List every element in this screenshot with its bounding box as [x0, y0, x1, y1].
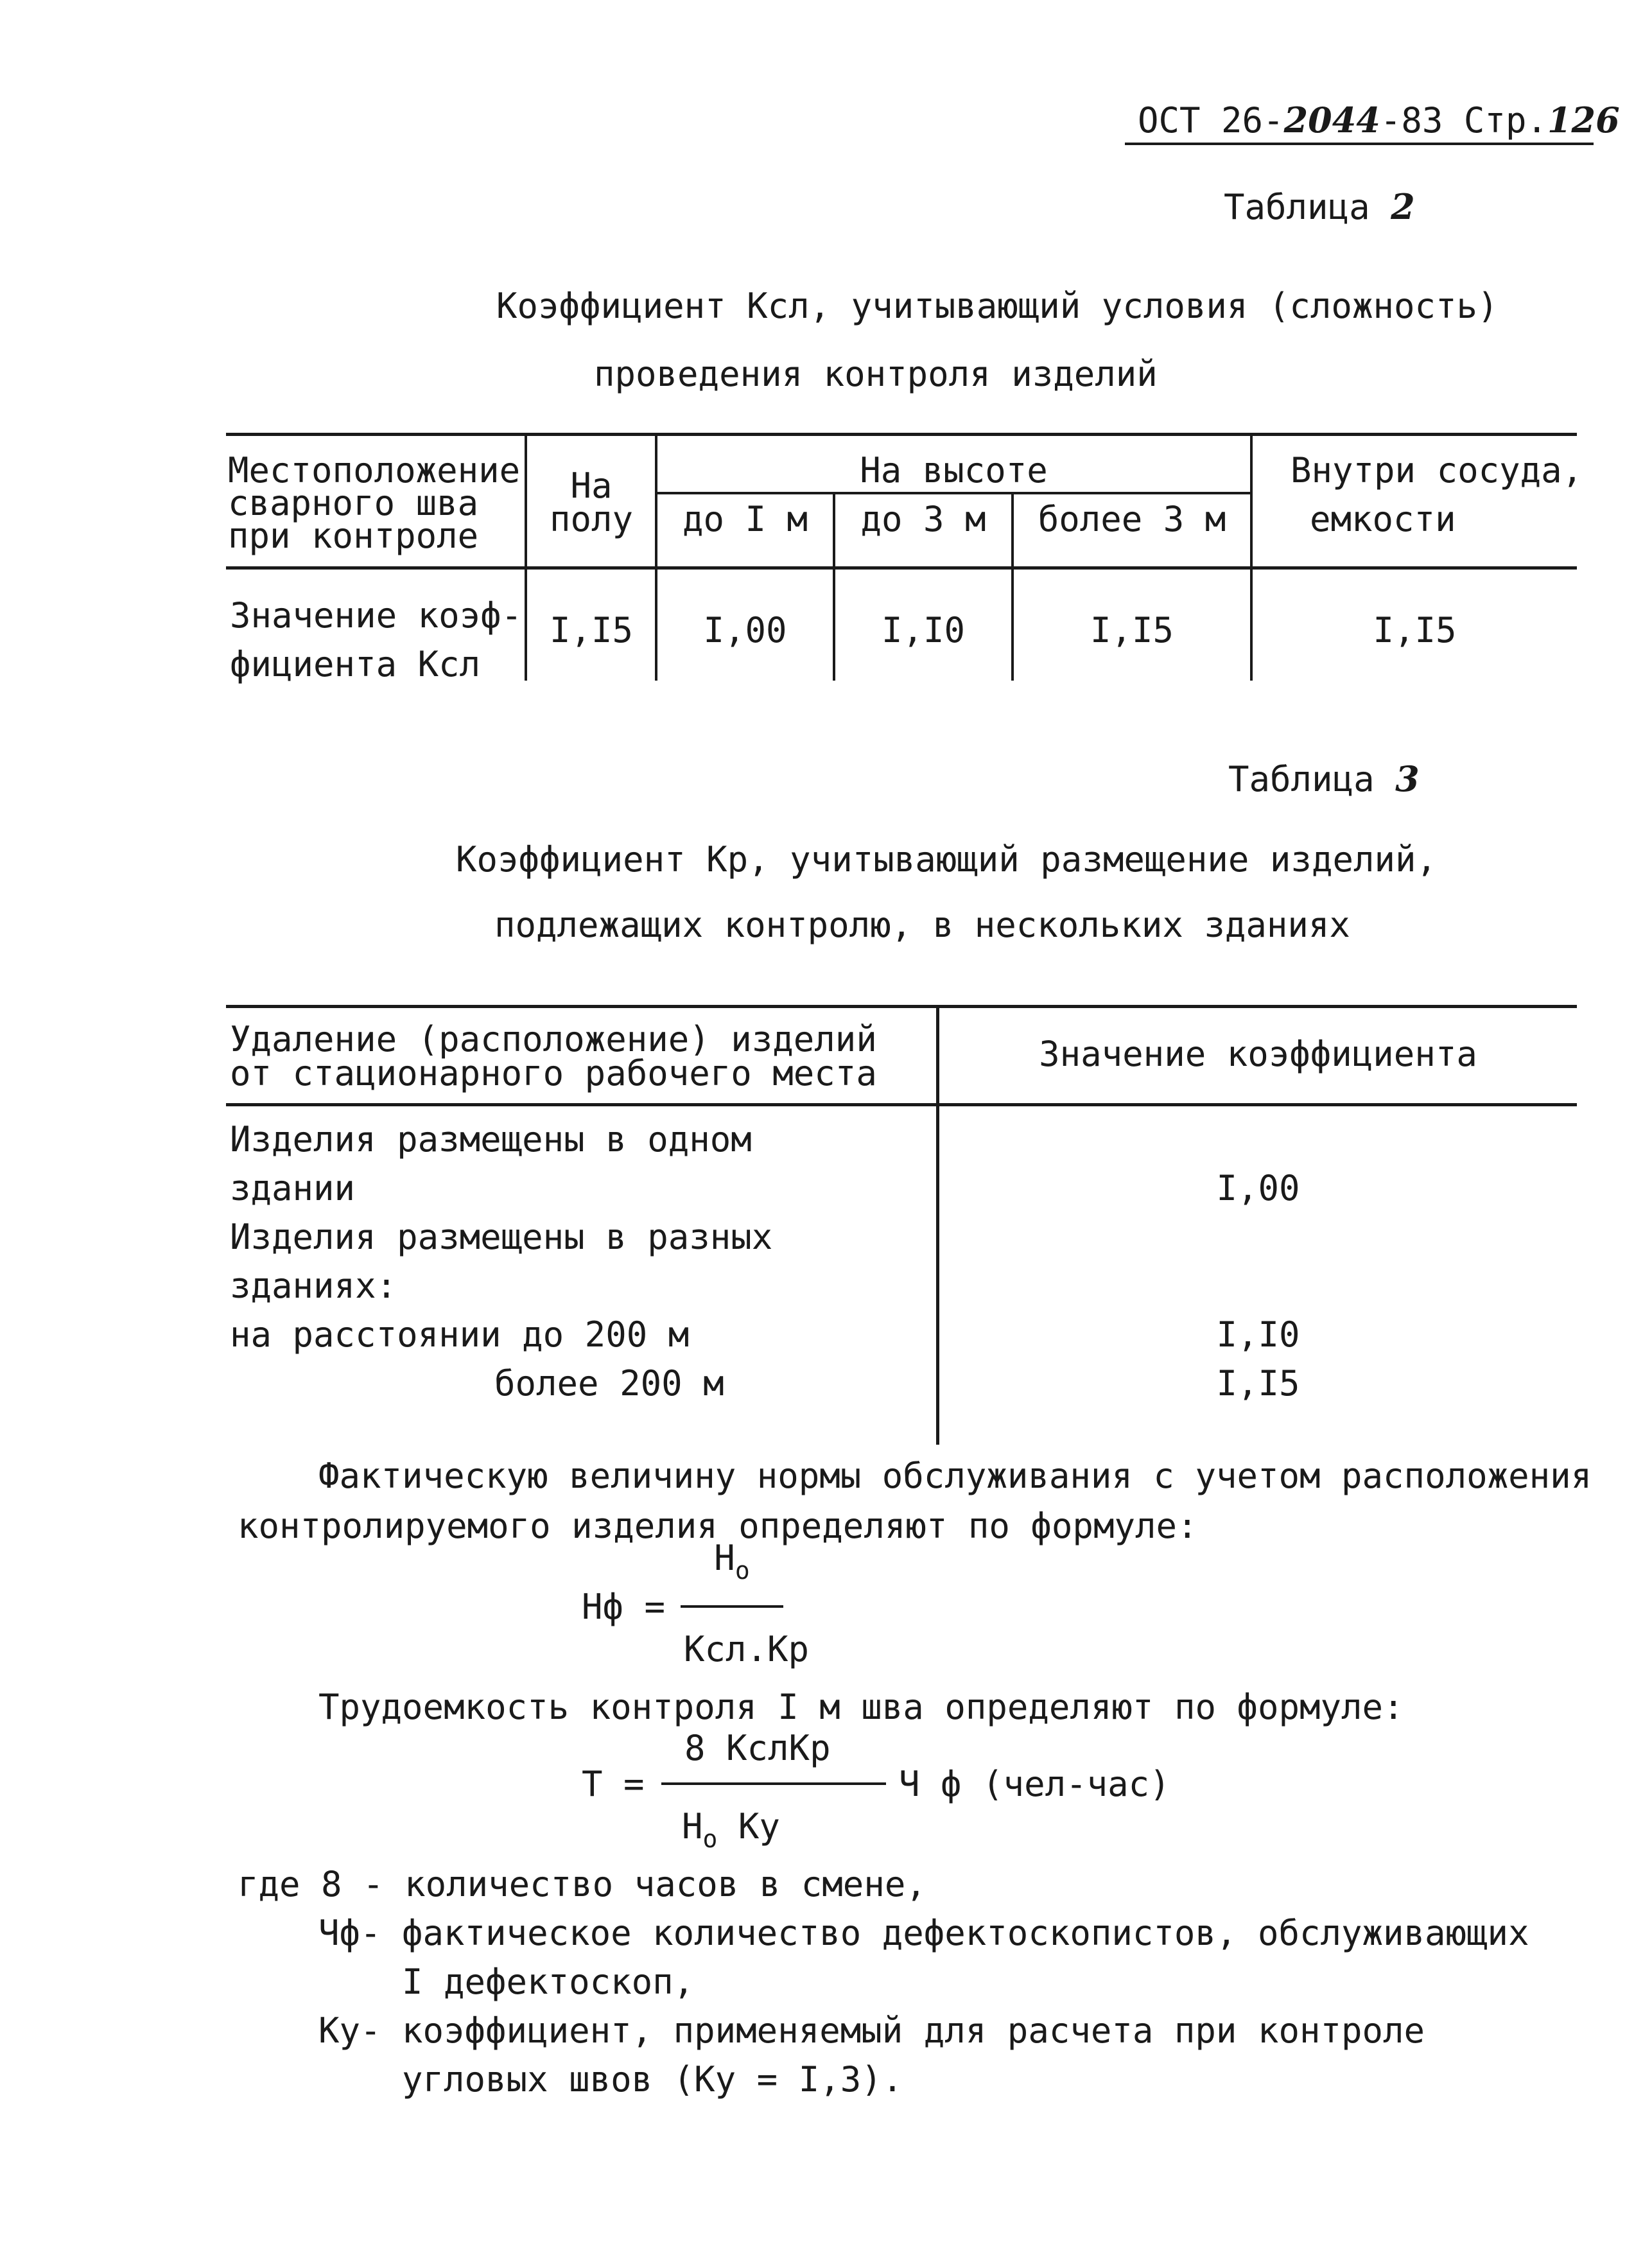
standard-year-page: -83 Стр.: [1380, 100, 1547, 141]
standard-number: 2044: [1283, 100, 1380, 141]
table2-head-floor-2: полу: [549, 499, 634, 539]
table2-value-floor: I,I5: [549, 610, 634, 650]
page-number: 126: [1547, 100, 1620, 141]
table2-value-h1: I,00: [703, 610, 787, 650]
formula1-lhs: Нф =: [582, 1587, 666, 1627]
table2-label: [1224, 186, 1415, 227]
table2-value-h3: I,I0: [881, 610, 966, 650]
formula2-numerator: 8 КслКр: [684, 1728, 831, 1768]
table2-number: 2: [1391, 186, 1415, 227]
table3-row-text: зданиях:: [230, 1266, 397, 1306]
where-line: где 8 - количество часов в смене,: [238, 1864, 926, 1904]
table2-value-hmore: I,I5: [1090, 610, 1174, 650]
table2-head-floor-1: На: [570, 466, 613, 506]
formula2-den-letter: Н: [682, 1806, 703, 1847]
table3-label-text: Таблица: [1228, 759, 1375, 799]
formula2-denominator: [682, 1806, 780, 1853]
table3-head-left-2: от стационарного рабочего места: [230, 1053, 877, 1093]
table2-head-location-2: сварного шва: [228, 483, 479, 523]
formula2-tail: Ч ф (чел-час): [899, 1764, 1170, 1804]
paragraph1-line1: Фактическую величину нормы обслуживания с учетом расположения: [318, 1456, 1592, 1496]
table3-row-text: Изделия размещены в одном: [230, 1119, 752, 1160]
table2-head-location-1: Местоположение: [228, 450, 521, 491]
table3-label: [1228, 758, 1420, 799]
table2-head-height-group: На высоте: [860, 450, 1048, 491]
definition1-line1: фактическое количество дефектоскопистов, обслуживающих: [402, 1913, 1529, 1953]
formula2-den-rest: Ку: [717, 1806, 780, 1847]
table2-group-rule: [656, 492, 1251, 494]
table2-head-inside-2: емкости: [1310, 499, 1456, 539]
definition1-term: Чф-: [318, 1913, 381, 1953]
table2-head-h1: до I м: [682, 499, 808, 539]
table2-row-label-1: Значение коэф-: [230, 595, 523, 636]
definition2-line1: коэффициент, применяемый для расчета при контроле: [402, 2010, 1425, 2051]
formula1-denominator: Ксл.Кр: [684, 1629, 810, 1669]
table3-header-rule: [226, 1103, 1577, 1106]
standard-prefix: ОСТ 26-: [1138, 100, 1284, 141]
definition1-line2: I дефектоскоп,: [402, 1962, 695, 2002]
formula1-numerator: [681, 1538, 783, 1585]
table2-head-h3: до 3 м: [860, 499, 986, 539]
paragraph2: Трудоемкость контроля I м шва определяют по формуле:: [318, 1687, 1404, 1727]
table3-head-right: Значение коэффициента: [1039, 1034, 1477, 1074]
table2-label-text: Таблица: [1224, 187, 1370, 227]
table3-row-value: I,I0: [1216, 1314, 1300, 1355]
definition2-line2: угловых швов (Ку = I,3).: [402, 2059, 903, 2100]
table3-row-text: здании: [230, 1168, 356, 1208]
document-header: [1138, 100, 1620, 141]
formula1-num-letter: Н: [714, 1538, 735, 1578]
table3-row-text: Изделия размещены в разных: [230, 1217, 773, 1257]
table3-head-left-1: Удаление (расположение) изделий: [230, 1019, 877, 1059]
definition2-term: Ку-: [318, 2010, 381, 2051]
formula2-lhs: Т =: [582, 1764, 645, 1804]
table3-number: 3: [1395, 758, 1420, 799]
table3-row-text: более 200 м: [494, 1363, 724, 1404]
table2-top-rule: [226, 433, 1577, 436]
table3-row-text: на расстоянии до 200 м: [230, 1314, 690, 1355]
table3-row-value: I,00: [1216, 1168, 1300, 1208]
table2-vline-1: [525, 433, 527, 681]
table3-caption-line1: Коэффициент Кр, учитывающий размещение изделий,: [456, 839, 1438, 880]
formula2-fraction-bar: [661, 1782, 886, 1785]
table2-head-inside-1: Внутри сосуда,: [1291, 450, 1583, 491]
table2-head-location-3: при контроле: [228, 516, 479, 556]
table2-head-hmore: более 3 м: [1038, 499, 1226, 539]
table2-caption-line1: Коэффициент Ксл, учитывающий условия (сложность): [496, 286, 1499, 326]
formula1-fraction-bar: [681, 1605, 783, 1608]
table3-top-rule: [226, 1005, 1577, 1008]
formula2-den-sub: о: [702, 1825, 718, 1853]
header-underline: [1125, 143, 1594, 145]
table3-row-value: I,I5: [1216, 1363, 1300, 1404]
table2-header-rule: [226, 566, 1577, 570]
formula1-num-sub: о: [735, 1556, 750, 1585]
table2-caption-line2: проведения контроля изделий: [594, 354, 1158, 394]
table2-value-inside: I,I5: [1373, 610, 1457, 650]
table3-caption-line2: подлежащих контролю, в нескольких зданиях: [494, 905, 1350, 945]
paragraph1-line2: контролируемого изделия определяют по формуле:: [238, 1506, 1198, 1546]
table2-row-label-2: фициента Ксл: [230, 644, 481, 684]
